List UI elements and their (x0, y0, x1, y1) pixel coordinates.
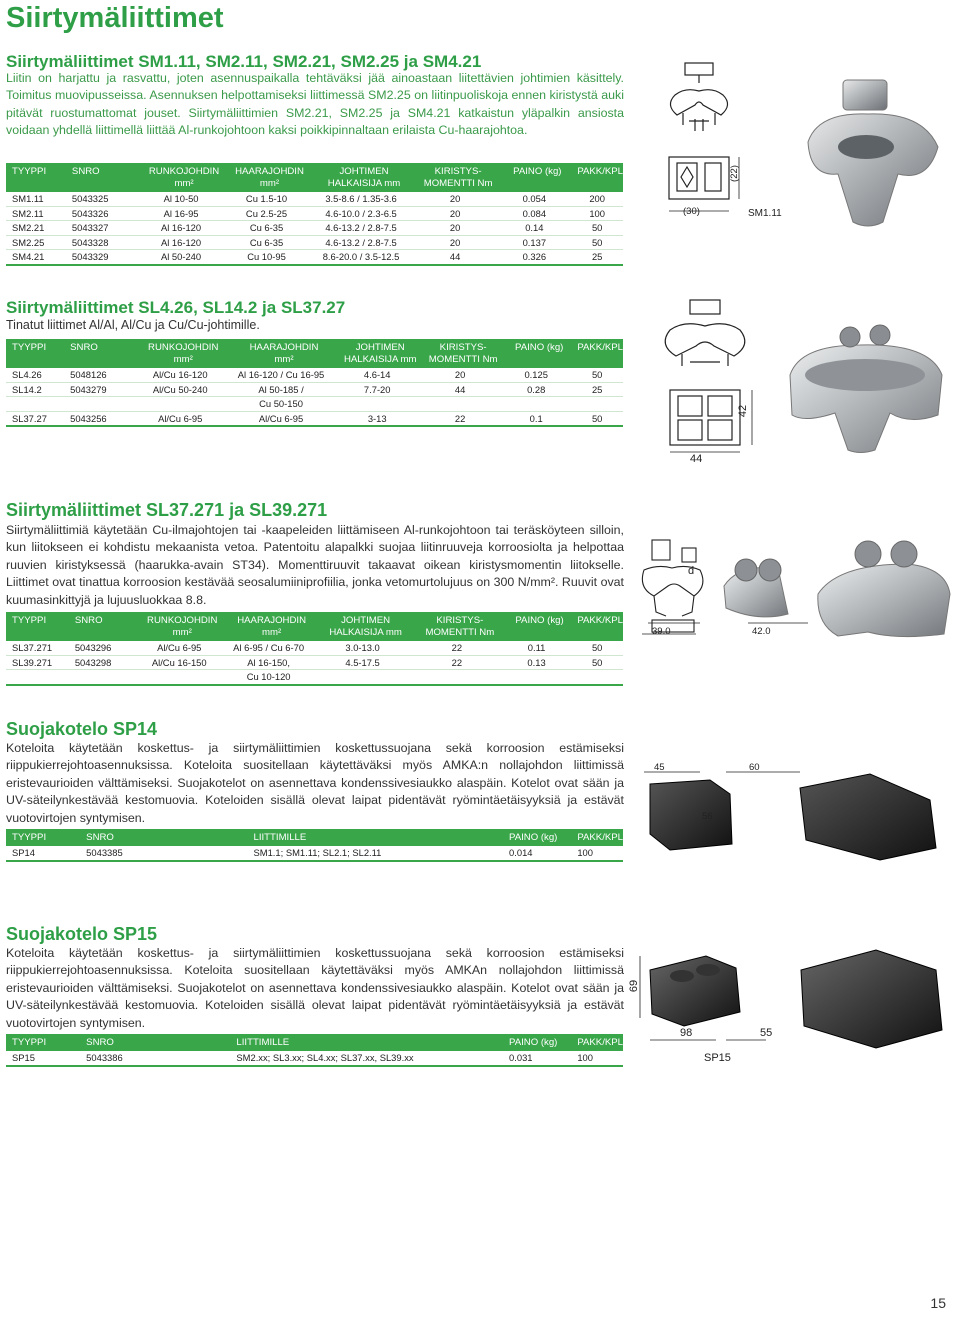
table-cell: 22 (412, 655, 502, 670)
table-cell: 5043325 (66, 192, 138, 206)
sm-model-label: SM1.11 (748, 208, 782, 219)
table-cell (313, 670, 412, 685)
table-cell: 20 (419, 368, 501, 382)
table-cell: 5043385 (80, 846, 247, 861)
table-cell: Al 10-50 (138, 192, 224, 206)
table-cell: Al/Cu 6-95 (227, 411, 335, 426)
th-type: TYYPPI (6, 163, 66, 192)
table-row (6, 670, 623, 685)
table-cell (69, 670, 135, 685)
table-cell: 4.6-14 (335, 368, 419, 382)
table-cell (134, 397, 227, 412)
th-weight: PAINO (kg) (502, 612, 572, 641)
table-cell: Cu 10-120 (224, 670, 313, 685)
th-torque: KIRISTYS- MOMENTTI Nm (412, 612, 502, 641)
table-cell: Al 50-240 (138, 250, 224, 265)
sp15-dim-b: 98 (680, 1027, 693, 1039)
table-cell: 0.084 (497, 206, 571, 221)
section-title-sl: Siirtymäliittimet SL4.26, SL14.2 ja SL37.27 (6, 298, 346, 317)
sp15-dim-a: 69 (628, 979, 641, 993)
table-cell (134, 670, 224, 685)
section-text-sm: Liitin on harjattu ja rasvattu, joten asennuspaikalla tehtäväksi jää ainoastaan liitettävien johtimien käsittely. Toimitus muovipusseissa. Asennuksen helpottamiseksi liittimessä SM2.25 on liitinpuoliskoja ennen kiristystä auki pitävät ruostumattomat jouset. Siirtymäliittimien SM2.21, SM2.25 ja SM4.21 katkaistun yläpalkin ansiosta voidaan yhdellä liittimellä liittää Al-runkojohtoon kaksi poikkipinnaltaan erilaista Cu-haarajohtoa. (6, 71, 624, 138)
table-cell (412, 670, 502, 685)
table-cell: 5043386 (80, 1051, 230, 1066)
table-cell: Al 16-120 / Cu 16-95 (227, 368, 335, 382)
table-row (6, 382, 623, 397)
th-snro: SNRO (80, 1034, 230, 1051)
th-type: TYYPPI (6, 829, 80, 846)
th-pack: PAKK/KPL (571, 163, 623, 192)
table-cell: 44 (419, 382, 501, 397)
th-pack: PAKK/KPL (571, 612, 623, 641)
table-cell: 20 (413, 206, 498, 221)
table-cell: SL4.26 (6, 368, 64, 382)
table-cell: 4.6-13.2 / 2.8-7.5 (309, 235, 413, 250)
table-cell: SL37.27 (6, 411, 64, 426)
table-cell (502, 670, 572, 685)
table-cell: SL37.271 (6, 641, 69, 655)
sl37-dim-d: d (688, 565, 695, 577)
sp15-model-label: SP15 (704, 1052, 731, 1064)
table-cell: SL39.271 (6, 655, 69, 670)
table-cell: 5048126 (64, 368, 134, 382)
table-cell: 0.031 (503, 1051, 571, 1066)
th-snro: SNRO (80, 829, 247, 846)
table-cell: 7.7-20 (335, 382, 419, 397)
table-cell: SM2.xx; SL3.xx; SL4.xx; SL37.xx, SL39.xx (230, 1051, 503, 1066)
th-snro: SNRO (69, 612, 135, 641)
th-main: RUNKOJOHDIN mm² (134, 612, 224, 641)
table-cell: 0.326 (497, 250, 571, 265)
th-connectors: LIITTIMILLE (230, 1034, 503, 1051)
table-cell: Al 50-185 / (227, 382, 335, 397)
table-cell: 0.14 (497, 221, 571, 236)
page-title: Siirtymäliittimet (6, 2, 224, 34)
th-pack: PAKK/KPL (571, 829, 623, 846)
table-cell (6, 397, 64, 412)
table-cell: Al/Cu 16-120 (134, 368, 227, 382)
table-cell: Al 16-120 (138, 235, 224, 250)
table-cell: 50 (571, 221, 623, 236)
table-cell: Al/Cu 16-150 (134, 655, 224, 670)
table-row (6, 250, 623, 265)
section-text-sl37: Siirtymäliittimiä käytetään Cu-ilmajohtojen tai -kaapeleiden liittämiseen Al-runkojohtoon tai teräsköyteen silloin, kun liitokseen ei kohdistu mekaanista vetoa. Patentoitu alapalkki suojaa liitinruuveja korroosiolta ja helpottaa ruuvien kiristyksessä (haarukka-avain ST34). Momenttiruuvit takaavat oikean kiristysmomentin liitokselle. Liittimet ovat tinattua korroosion kestävää seosalumiiniprofiilia, jonka vetomurtolujuus on 300 N/mm². Ruuvit ovat kuumasinkittyjä ja lujuusluokkaa 8.8. (6, 523, 624, 607)
table-cell: 5043326 (66, 206, 138, 221)
th-branch: HAARAJOHDIN mm² (224, 612, 313, 641)
table-cell: 50 (571, 235, 623, 250)
table-cell: 0.1 (501, 411, 571, 426)
table-cell (64, 397, 134, 412)
table-cell: 0.137 (497, 235, 571, 250)
table-cell: Al 6-95 / Cu 6-70 (224, 641, 313, 655)
sl-dim-height: 42 (737, 404, 750, 418)
table-cell: 20 (413, 235, 498, 250)
table-cell: 5043298 (69, 655, 135, 670)
table-cell: 0.125 (501, 368, 571, 382)
table-cell: 5043256 (64, 411, 134, 426)
th-diameter: JOHTIMEN HALKAISIJA mm (335, 339, 419, 368)
section-text-sp14: Koteloita käytetään koskettus- ja siirtymäliittimien koskettussuojana sekä korroosion estämiseksi riippukierrejohtoasennuksissa. Koteloita suositellaan käytettäväksi myös AMKA:n nollajohdon liittimissä eristevaurioiden välttämiseksi. Suojakotelot on asennettava kondenssivesiaukko alaspäin. Kotelot ovat sään ja UV-säteilynkestävää kestomuovia. Koteloiden sisällä olevat laipat pidentävät ryömintäetäisyyksiä ja estävät vuotovirtojen syntymisen. (6, 741, 624, 825)
section-title-sp14: Suojakotelo SP14 (6, 719, 158, 739)
table-cell: SP14 (6, 846, 80, 861)
table-row (6, 206, 623, 221)
sl37-dim-lines (648, 612, 828, 626)
sm-dim-height: (22) (728, 165, 740, 182)
sl37-dim-b: 42.0 (752, 626, 771, 637)
table-cell: SM4.21 (6, 250, 66, 265)
th-torque: KIRISTYS- MOMENTTI Nm (419, 339, 501, 368)
table-cell: Cu 6-35 (224, 235, 309, 250)
spec-table-sp14 (6, 829, 623, 862)
table-cell: 50 (571, 411, 623, 426)
spec-table-sp15 (6, 1034, 623, 1067)
th-type: TYYPPI (6, 1034, 80, 1051)
sm-dim-width: (30) (683, 206, 700, 217)
table-cell: 100 (571, 846, 623, 861)
table-cell: 5043327 (66, 221, 138, 236)
table-cell: SM2.25 (6, 235, 66, 250)
th-weight: PAINO (kg) (503, 1034, 571, 1051)
table-cell (571, 397, 623, 412)
table-cell: 25 (571, 250, 623, 265)
table-cell: Al 16-95 (138, 206, 224, 221)
section-title-sm: Siirtymäliittimet SM1.11, SM2.11, SM2.21, SM2.25 ja SM4.21 (6, 52, 482, 71)
table-row (6, 368, 623, 382)
table-cell: Cu 6-35 (224, 221, 309, 236)
table-cell: Al 16-150, (224, 655, 313, 670)
sp14-product-photo (640, 760, 950, 870)
th-diameter: JOHTIMEN HALKAISIJA mm (313, 612, 412, 641)
th-weight: PAINO (kg) (497, 163, 571, 192)
table-cell: Al/Cu 6-95 (134, 411, 227, 426)
table-cell: 22 (419, 411, 501, 426)
th-type: TYYPPI (6, 612, 69, 641)
table-row (6, 192, 623, 206)
table-cell: 22 (412, 641, 502, 655)
table-cell: 3-13 (335, 411, 419, 426)
table-cell: SM1.1; SM1.11; SL2.1; SL2.11 (248, 846, 504, 861)
page-number: 15 (930, 1295, 946, 1311)
th-main: RUNKOJOHDIN mm² (134, 339, 227, 368)
table-cell: 50 (571, 641, 623, 655)
table-cell: 100 (571, 206, 623, 221)
th-branch: HAARAJOHDIN mm² (224, 163, 309, 192)
sp14-dim-c: 56 (702, 811, 713, 822)
table-cell: 0.014 (503, 846, 571, 861)
table-cell: SL14.2 (6, 382, 64, 397)
table-cell: 20 (413, 192, 498, 206)
th-weight: PAINO (kg) (501, 339, 571, 368)
table-row (6, 655, 623, 670)
th-weight: PAINO (kg) (503, 829, 571, 846)
table-cell: Cu 2.5-25 (224, 206, 309, 221)
table-cell: Al/Cu 6-95 (134, 641, 224, 655)
table-cell: 20 (413, 221, 498, 236)
table-cell (335, 397, 419, 412)
table-row (6, 1051, 623, 1066)
table-cell: Cu 10-95 (224, 250, 309, 265)
table-row (6, 235, 623, 250)
th-type: TYYPPI (6, 339, 64, 368)
table-cell: Cu 1.5-10 (224, 192, 309, 206)
th-pack: PAKK/KPL (571, 339, 623, 368)
table-row (6, 846, 623, 861)
table-cell (571, 670, 623, 685)
table-cell (6, 670, 69, 685)
table-cell: 4.6-13.2 / 2.8-7.5 (309, 221, 413, 236)
table-cell: 200 (571, 192, 623, 206)
table-cell: 50 (571, 368, 623, 382)
section-title-sl37: Siirtymäliittimet SL37.271 ja SL39.271 (6, 500, 328, 520)
table-row (6, 641, 623, 655)
sp14-dim-a: 45 (654, 762, 665, 773)
th-pack: PAKK/KPL (571, 1034, 623, 1051)
th-branch: HAARAJOHDIN mm² (227, 339, 335, 368)
table-cell: 44 (413, 250, 498, 265)
table-cell (419, 397, 501, 412)
table-cell: 3.5-8.6 / 1.35-3.6 (309, 192, 413, 206)
table-cell: 0.13 (502, 655, 572, 670)
th-diameter: JOHTIMEN HALKAISIJA mm (309, 163, 413, 192)
table-cell: 5043329 (66, 250, 138, 265)
table-cell: 5043279 (64, 382, 134, 397)
sp15-product-photo (636, 940, 956, 1060)
th-snro: SNRO (64, 339, 134, 368)
table-cell: SM2.21 (6, 221, 66, 236)
sp14-dim-b: 60 (749, 762, 760, 773)
sl-dim-width: 44 (690, 453, 703, 465)
table-cell: 0.11 (502, 641, 572, 655)
section-text-sp15: Koteloita käytetään koskettus- ja siirtymäliittimien koskettussuojana sekä korroosion estämiseksi riippukierrejohtoasennuksissa. Koteloita suositellaan käytettäväksi myös AMKAn nollajohdon liittimissä eristevaurioiden välttämiseksi. Suojakotelot on asennettava kondenssivesiaukko alaspäin. Kotelot ovat sään ja UV-säteilynkestävää kestomuovia. Koteloiden sisällä olevat laipat pidentävät ryömintäetäisyyksiä ja estävät vuotovirtojen syntymisen. (6, 946, 624, 1030)
sl37-dim-a: 39.0 (652, 626, 671, 637)
table-cell: 100 (571, 1051, 623, 1066)
table-cell (501, 397, 571, 412)
table-cell: 0.28 (501, 382, 571, 397)
sl-technical-drawing (640, 290, 780, 470)
table-cell: 5043328 (66, 235, 138, 250)
section-title-sp15: Suojakotelo SP15 (6, 924, 158, 944)
th-main: RUNKOJOHDIN mm² (138, 163, 224, 192)
section-subtitle-sl: Tinatut liittimet Al/Al, Al/Cu ja Cu/Cu-johtimille. (6, 318, 260, 332)
table-cell: 8.6-20.0 / 3.5-12.5 (309, 250, 413, 265)
table-cell: SM2.11 (6, 206, 66, 221)
table-row (6, 411, 623, 426)
spec-table-sl37 (6, 612, 623, 686)
table-cell: Cu 50-150 (227, 397, 335, 412)
table-cell: SM1.11 (6, 192, 66, 206)
table-cell: Al/Cu 50-240 (134, 382, 227, 397)
table-row (6, 221, 623, 236)
sp15-dim-c: 55 (760, 1027, 773, 1039)
spec-table-sl (6, 339, 623, 427)
table-cell: 25 (571, 382, 623, 397)
th-connectors: LIITTIMILLE (248, 829, 504, 846)
sl-product-photo (780, 305, 950, 465)
table-cell: SP15 (6, 1051, 80, 1066)
table-cell: Al 16-120 (138, 221, 224, 236)
th-snro: SNRO (66, 163, 138, 192)
table-row (6, 397, 623, 412)
table-cell: 3.0-13.0 (313, 641, 412, 655)
table-cell: 50 (571, 655, 623, 670)
spec-table-sm (6, 163, 623, 266)
table-cell: 4.5-17.5 (313, 655, 412, 670)
table-cell: 0.054 (497, 192, 571, 206)
table-cell: 4.6-10.0 / 2.3-6.5 (309, 206, 413, 221)
table-cell: 5043296 (69, 641, 135, 655)
sm-product-photo (788, 62, 953, 242)
th-torque: KIRISTYS- MOMENTTI Nm (413, 163, 498, 192)
